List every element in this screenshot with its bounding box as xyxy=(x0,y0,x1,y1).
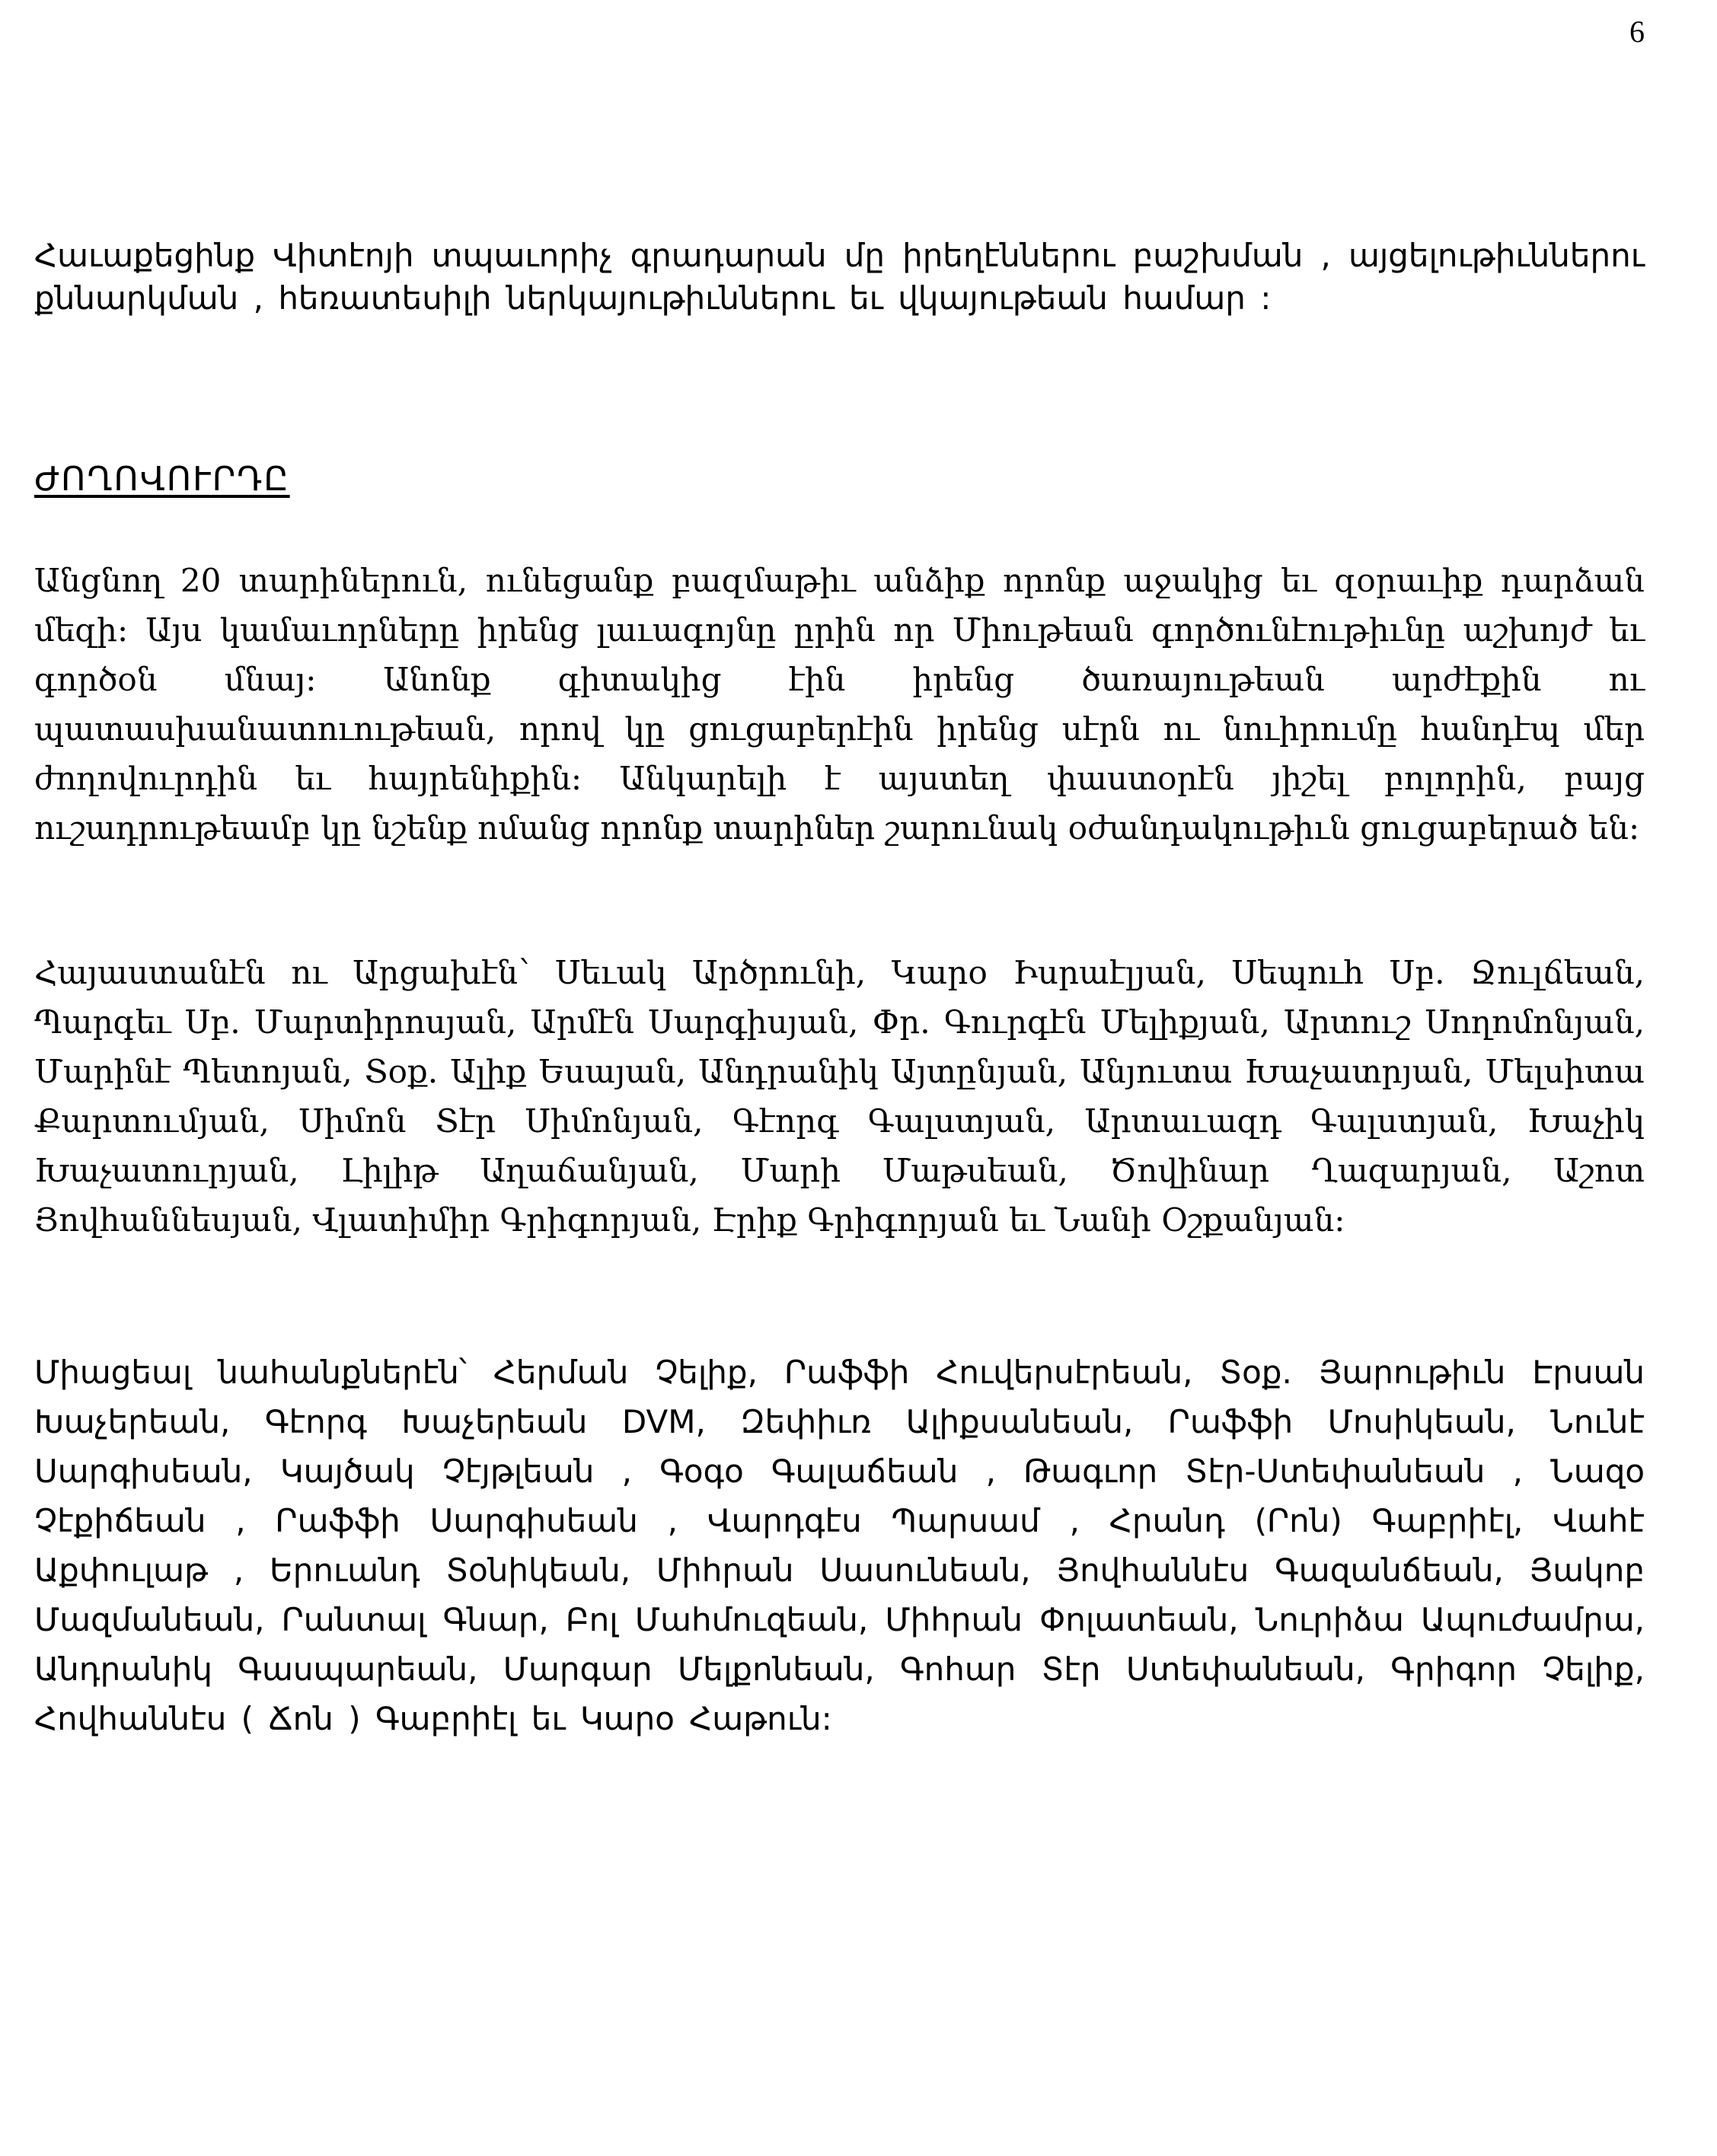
body-paragraph-volunteers: Անցնող 20 տարիներուն, ունեցանք բազմաթիւ անձիք որոնք աջակից եւ զօրաւիք դարձան մեզի: Այս կամաւորները իրենց լաւագոյնը ըրին որ Միութեան գործունէութիւնը աշխոյժ եւ գործօն մնայ: Անոնք գիտակից էին իրենց ծառայութեան արժէքին ու պատասխանատուութեան, որով կը ցուցաբերէին իրենց սէրն ու նուիրումը հանդէպ մեր ժողովուրդին եւ հայրենիքին: Անկարելի է այստեղ փաստօրէն յիշել բոլորին, բայց ուշադրութեամբ կը նշենք ոմանց որոնք տարիներ շարունակ օժանդակութիւն ցուցաբերած են: xyxy=(34,562,1645,847)
page-number: 6 xyxy=(1629,14,1645,49)
body-paragraph-armenia-artsakh: Հայաստանէն ու Արցախէն՝ Սեւակ Արծրունի, Կարօ Իսրաէլյան, Սեպուհ Սբ. Ջուլճեան, Պարգեւ Սբ. Մարտիրոսյան, Արմէն Սարգիսյան, Փր. Գուրգէն Մելիքյան, Արտուշ Սողոմոնյան, Մարինէ Պետոյան, Տօք. Ալիք Եսայան, Անդրանիկ Այտընյան, Անյուտա Խաչատրյան, Մելսիտա Քարտումյան, Սիմոն Տէր Սիմոնյան, Գէորգ Գալստյան, Արտաւազդ Գալստյան, Խաչիկ Խաչատուրյան, Լիլիթ Աղաճանյան, Մարի Մաթսեան, Ծովինար Ղազարյան, Աշոտ Յովհաննեսյան, Վլատիմիր Գրիգորյան, Էրիք Գրիգորյան եւ Նանի Օշքանյան: xyxy=(34,954,1645,1239)
body-paragraph-united-states: Միացեալ նահանքներէն՝ Հերման Չելիք, Րաֆֆի Հուվերսէրեան, Տօք. Յարութիւն Էրսան Խաչերեան, Գէորգ Խաչերեան DVM, Զեփիւռ Ալիքսանեան, Րաֆֆի Մոսիկեան, Նունէ Սարգիսեան, Կայծակ Չէյթլեան , Գօգօ Գալաճեան , Թագւոր Տէր-Ստեփանեան , Նազօ Չէքիճեան , Րաֆֆի Սարգիսեան , Վարդգէս Պարսամ , Հրանդ (Րոն) Գաբրիէլ, Վահէ Աքփուլաթ , Երուանդ Տօնիկեան, Միհրան Սասունեան, Յովհաննէս Գազանճեան, Յակոբ Մազմանեան, Րանտալ Գնար, Բոլ Մահմուզեան, Միհրան Փոլատեան, Նուրիձա Ապուժամրա, Անդրանիկ Գասպարեան, Մարգար Մելքոնեան, Գոհար Տէր Ստեփանեան, Գրիգոր Չելիք, Հովհաննէս ( Ճոն ) Գաբրիէլ եւ Կարօ Հաթուն: xyxy=(34,1354,1645,1737)
section-heading: ԺՈՂՈՎՈՒՐԴԸ xyxy=(34,460,290,499)
intro-paragraph: Հաւաքեցինք Վիտէոյի տպաւորիչ գրադարան մը իրեղէններու բաշխման , այցելութիւններու քննարկման , հեռատեսիլի ներկայութիւններու եւ վկայութեան համար : xyxy=(34,237,1645,317)
